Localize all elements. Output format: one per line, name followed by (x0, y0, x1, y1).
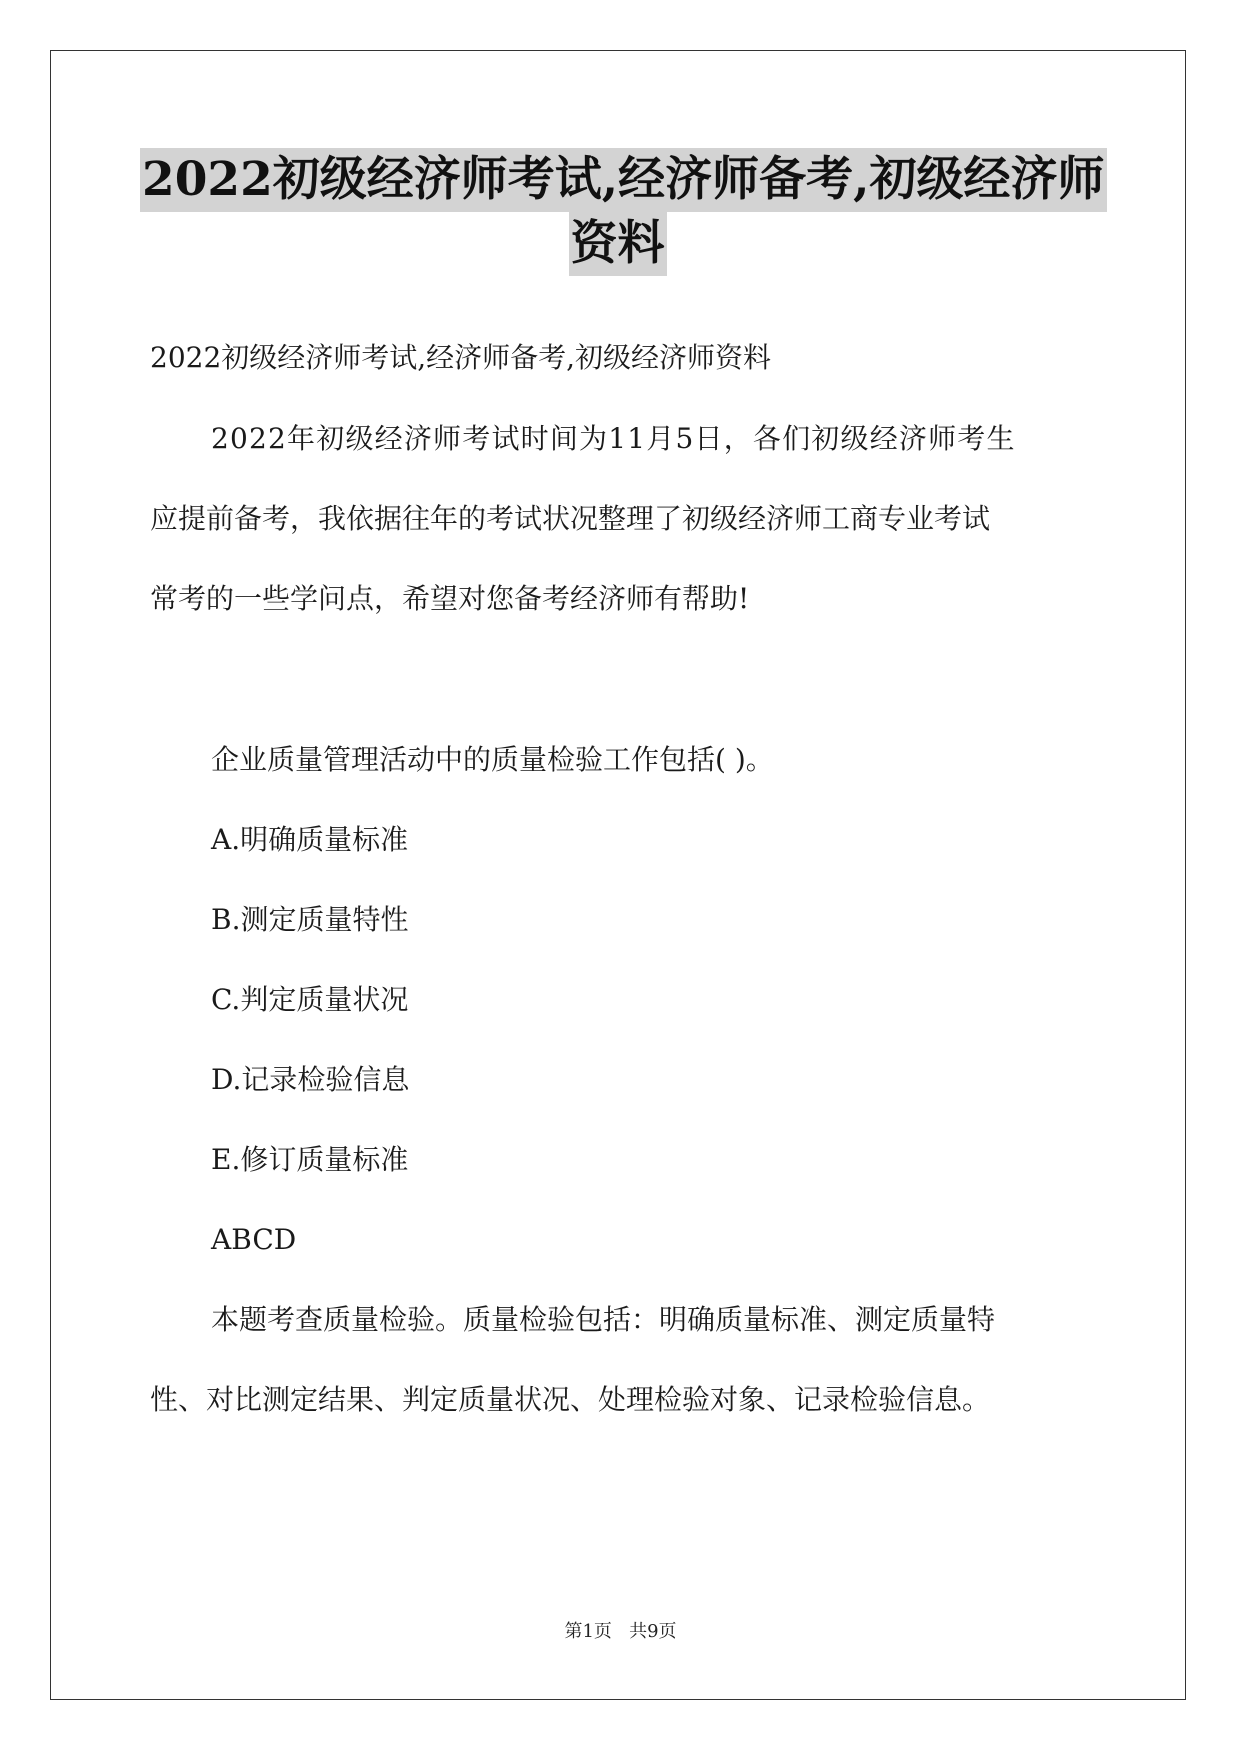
title-line-1: 2022初级经济师考试,经济师备考,初级经济师 (140, 148, 1107, 212)
subtitle: 2022初级经济师考试,经济师备考,初级经济师资料 (150, 341, 772, 374)
option-a: A.明确质量标准 (211, 823, 409, 856)
answer: ABCD (211, 1223, 297, 1256)
explanation-line-1: 本题考查质量检验。质量检验包括：明确质量标准、测定质量特 (211, 1303, 996, 1336)
title-line-2: 资料 (569, 212, 667, 276)
option-e: E.修订质量标准 (211, 1143, 409, 1176)
option-b: B.测定质量特性 (211, 903, 409, 936)
option-c: C.判定质量状况 (211, 983, 409, 1016)
intro-line-2: 应提前备考，我依据往年的考试状况整理了初级经济师工商专业考试 (150, 502, 991, 535)
intro-line-1: 2022年初级经济师考试时间为11月5日，各们初级经济师考生 (211, 422, 1016, 455)
document-title (140, 148, 1105, 276)
page-border (50, 50, 1186, 1700)
question-stem: 企业质量管理活动中的质量检验工作包括( )。 (211, 743, 774, 776)
intro-line-3: 常考的一些学问点，希望对您备考经济师有帮助! (150, 582, 750, 615)
page-number: 第1页 共9页 (564, 1621, 677, 1642)
explanation-line-2: 性、对比测定结果、判定质量状况、处理检验对象、记录检验信息。 (150, 1383, 991, 1416)
option-d: D.记录检验信息 (211, 1063, 410, 1096)
